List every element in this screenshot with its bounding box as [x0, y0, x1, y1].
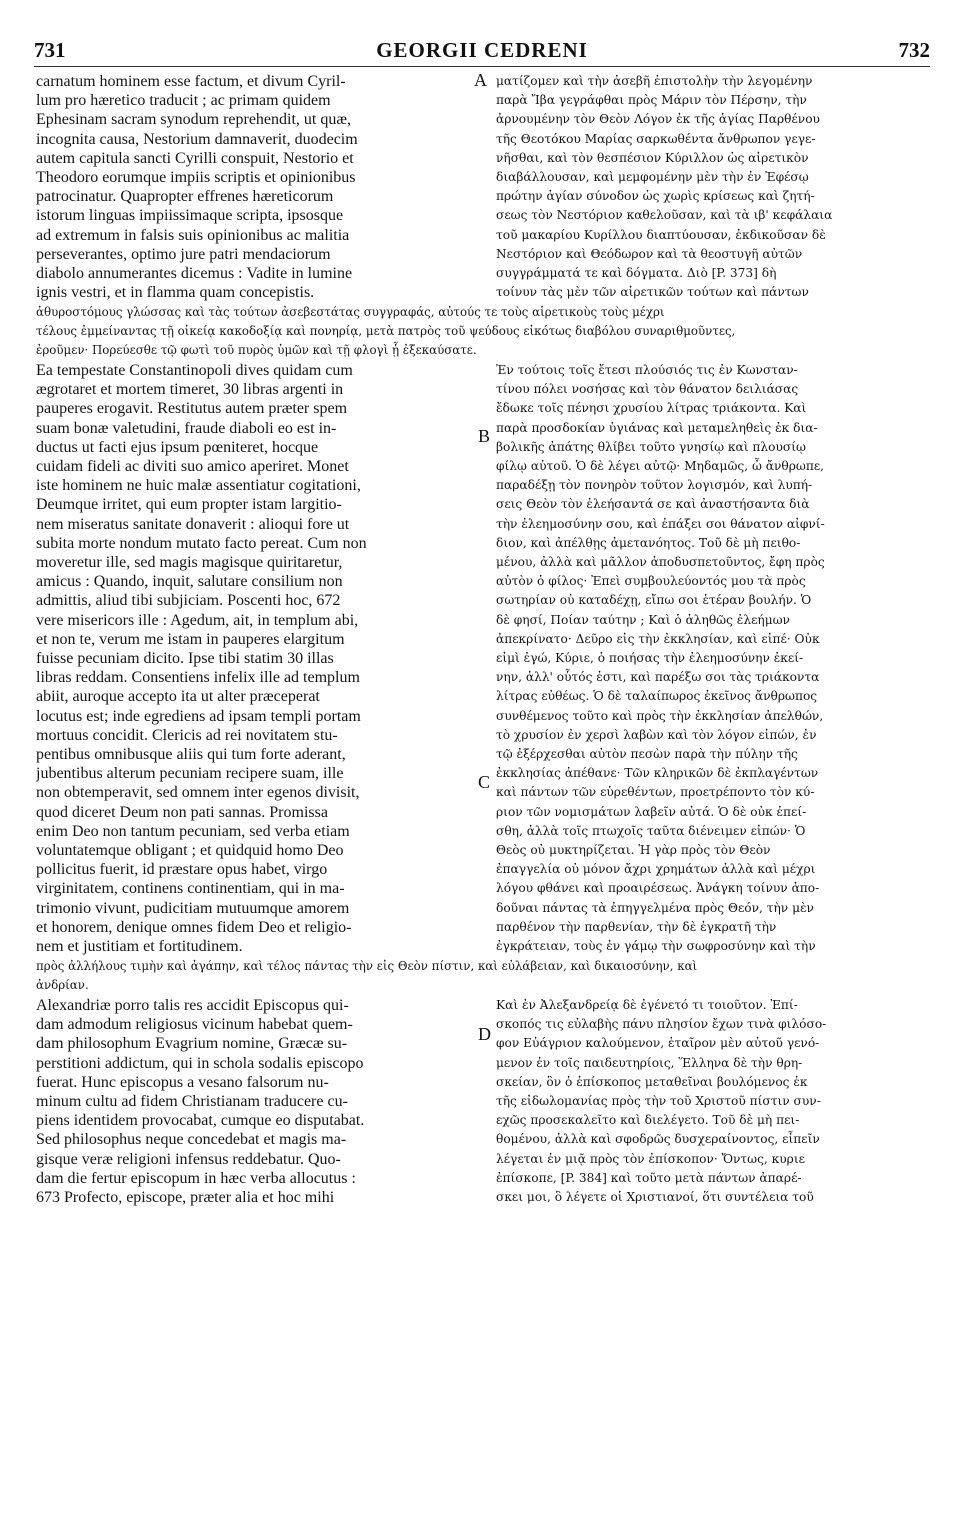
text-line: ἐκκλησίας ἀπέθανε· Τῶν κληρικῶν δὲ ἐκπλαγέντων [496, 766, 819, 781]
text-line: Ἐν τούτοις τοῖς ἔτεσι πλούσιός τις ἐν Κωνσταν- [496, 363, 798, 377]
latin-column-2 [36, 361, 468, 956]
running-header [34, 38, 930, 64]
text-line: τῷ ἐξέρχεσθαι αὐτὸν πεσὼν παρὰ τὴν πύλην τῆς [496, 747, 798, 762]
text-line: ἀθυροστόμους γλώσσας καὶ τὰς τούτων ἀσεβεστάτας συγγραφάς, αὐτούς τε τοὺς αἱρετικοὺς τοὺς μέχρι [36, 305, 665, 319]
text-line: ἀπεκρίνατο· Δεῦρο εἰς τὴν ἐκκλησίαν, καὶ εἰπέ· Οὐκ [496, 631, 820, 646]
greek-fullwidth-1 [36, 303, 932, 360]
text-line: Ephesinam sacram synodum reprehendit, ut quæ, [36, 111, 352, 129]
text-line: ἐγκράτειαν, τοὺς ἐν γάμῳ τὴν σωφροσύνην καὶ τὴν [496, 939, 816, 954]
text-line: enim Deo non tantum pecuniam, sed verba etiam [36, 822, 350, 840]
text-line: jubentibus alterum pecuniam recipere suam, ille [36, 765, 344, 783]
text-line: λέγεται ἐν μιᾷ πρὸς τὸν ἐπίσκοπον· Ὄντως, κυριε [496, 1151, 805, 1166]
text-line: παρθένον τὴν παρθενίαν, τὴν δὲ ἐγκρατῆ τὴν [496, 919, 777, 934]
text-line: ἐπίσκοπε, [P. 384] καὶ τοῦτο μετὰ πάντων ἀπαρέ- [496, 1170, 802, 1185]
text-line: θομένου, ἀλλὰ καὶ σφοδρῶς δυσχεραίνοντος, εἶπεῖν [496, 1132, 820, 1147]
text-line: ματίζομεν καὶ τὴν ἀσεβῆ ἐπιστολὴν τὴν λεγομένην [496, 74, 813, 88]
text-line: trimonio vivunt, pudicitiam mutuumque amorem [36, 899, 350, 917]
text-line: dam die fertur episcopum in hæc verba allocutus : [36, 1169, 356, 1187]
text-line: νην, ἀλλ' οὗτός ἐστι, καὶ παρέξω σοι τὰς τριάκοντα [496, 670, 820, 685]
text-line: et non te, verum me istam in pauperes elargitum [36, 630, 345, 648]
text-line: carnatum hominem esse factum, et divum Cyril- [36, 73, 346, 90]
text-line: Alexandriæ porro talis res accidit Episcopus qui- [36, 997, 349, 1014]
text-line: Νεστόριον καὶ Θεόδωρον καὶ τὰ θεοστυγῆ αὐτῶν [496, 246, 803, 261]
text-line: καὶ πάντων τῶν εὑρεθέντων, προετρέποντο τὸν κύ- [496, 785, 815, 800]
text-line: τέλους ἐμμείναντας τῇ οἰκείᾳ κακοδοξίᾳ καὶ πονηρίᾳ, μετὰ πατρὸς τοῦ ψεύδους εἰκότως διαβόλου συναριθμοῦντες, [36, 324, 736, 338]
text-line: ad extremum in falsis suis opinionibus ac malitia [36, 226, 350, 244]
text-line: διαβάλλουσαν, καὶ μεμφομένην μὲν τὴν ἐν Ἐφέσῳ [496, 170, 809, 185]
text-line: iste hominem ne huic malæ assentiatur cogitationi, [36, 477, 361, 495]
text-line: cuidam fideli ac diviti suo amico aperiret. Monet [36, 458, 349, 476]
text-line: patrocinatur. Quapropter effrenes hæreticorum [36, 188, 334, 206]
text-line: διον, καὶ ἀπέλθῃς ἀμετανόητος. Τοῦ δὲ μὴ πειθο- [496, 535, 801, 550]
text-line: συνθέμενος τοῦτο καὶ πρὸς τὴν ἐκκλησίαν ἀπελθών, [496, 708, 824, 723]
text-line: quod diceret Deum non pati sannas. Promissa [36, 803, 328, 821]
text-line: Καὶ ἐν Ἀλεξανδρείᾳ δὲ ἐγένετό τι τοιοῦτον. Ἐπί- [496, 998, 798, 1012]
latin-column-1 [36, 72, 468, 302]
text-line: fuerat. Hunc episcopus a vesano falsorum nu- [36, 1073, 329, 1091]
greek-column-1 [496, 72, 932, 302]
left-page-number: 731 [34, 38, 66, 62]
text-line: subita morte nondum mutato facto pereat. Cum non [36, 534, 367, 552]
text-line: Ea tempestate Constantinopoli dives quidam cum [36, 362, 353, 379]
text-line: δοῦναι πάντας τὰ ἐπηγγελμένα πρὸς Θεόν, τὴν μὲν [496, 900, 814, 915]
text-line: παραδέξῃ τὸν πονηρὸν τοῦτον λογισμόν, καὶ λυπή- [496, 478, 813, 493]
text-line: βολικῆς ἀπάτης θλίβει τοῦτο γνησίῳ καὶ πλουσίῳ [496, 439, 806, 454]
text-line: τῆς εἰδωλομανίας πρὸς τὴν τοῦ Χριστοῦ πίστιν συν- [496, 1094, 821, 1109]
text-line: incognita causa, Nestorium damnaverit, duodecim [36, 130, 358, 148]
text-line: admittis, aliud tibi subjiciam. Poscenti hoc, 672 [36, 592, 341, 610]
text-line: dam admodum religiosus vicinum habebat quem- [36, 1016, 353, 1034]
text-line: ριον τῶν νομισμάτων λαβεῖν αὐτά. Ὁ δὲ οὐκ ἐπεί- [496, 804, 807, 819]
text-line: σεως τὸν Νεστόριον καθελοῦσαν, καὶ τὰ ιβ' κεφάλαια [496, 208, 833, 223]
text-line: μένου, ἀλλὰ καὶ μᾶλλον ἀποδυσπετοῦντος, ἔφη πρὸς [496, 555, 825, 570]
text-line: φίλῳ αὐτοῦ. Ὁ δὲ λέγει αὐτῷ· Μηδαμῶς, ὦ ἄνθρωπε, [496, 459, 825, 474]
text-line: nem et justitiam et fortitudinem. [36, 938, 243, 956]
section-marker-c: C [478, 772, 491, 792]
text-line: 673 Profecto, episcope, præter alia et hoc mihi [36, 1189, 335, 1207]
text-line: τὴν ἐλεημοσύνην σου, καὶ ἐπάξει σοι θάνατον αἰφνί- [496, 516, 825, 531]
text-line: ἀνδρίαν. [36, 978, 89, 992]
section-marker-a: A [474, 70, 487, 90]
text-line: παρὰ προσδοκίαν ὑγιάνας καὶ μεταμεληθεὶς ἐκ δια- [496, 420, 818, 435]
text-line: Θεὸς οὐ μυκτηρίζεται. Ἡ γὰρ πρὸς τὸν Θεὸν [496, 843, 771, 858]
text-line: δὲ φησί, Ποίαν ταύτην ; Καὶ ὁ ἀληθῶς ἐλεήμων [496, 612, 790, 627]
text-line: autem capitula sancti Cyrilli conspuit, Nestorio et [36, 149, 354, 167]
text-line: φον Εὐάγριον καλούμενον, ἑταῖρον μὲν αὐτοῦ γενό- [496, 1036, 820, 1051]
text-line: αὐτὸν ὁ φίλος· Ἐπεὶ συμβουλεύοντός μου τὰ πρὸς [496, 574, 806, 589]
text-line: istorum linguas impiissimaque scripta, ipsosque [36, 207, 344, 225]
greek-column-3 [496, 996, 932, 1207]
text-line: amicus : Quando, inquit, salutare consilium non [36, 573, 343, 591]
text-line: mortuus concidit. Clericis ad rei novitatem stu- [36, 726, 338, 744]
text-line: pentibus omnibusque aliis qui tum forte aderant, [36, 746, 346, 764]
header-rule [34, 66, 930, 67]
text-line: τοίνυν τὰς μὲν τῶν αἱρετικῶν τούτων καὶ πάντων [496, 285, 809, 300]
text-line: παρὰ Ἴβα γεγράφθαι πρὸς Μάριν τὸν Πέρσην, τὴν [496, 93, 807, 108]
text-line: abiit, auroque accepto ita ut alter præceperat [36, 688, 320, 706]
text-line: εἰμὶ ἐγώ, Κύριε, ὁ ποιήσας τὴν ἐλεημοσύνην ἐκεί- [496, 651, 804, 666]
text-line: pollicitus fuerit, id præstare opus habet, virgo [36, 861, 328, 879]
text-line: ἐπαγγελία οὐ μόνον ἄχρι χρημάτων ἀλλὰ καὶ μέχρι [496, 862, 816, 877]
greek-fullwidth-2 [36, 957, 932, 995]
text-line: dam philosophum Evagrium nomine, Græcæ su- [36, 1035, 348, 1053]
text-line: suam bonæ valetudini, fraude diaboli eo est in- [36, 419, 337, 437]
text-line: et honorem, denique omnes fidem Deo et religio- [36, 918, 352, 936]
section-marker-d: D [478, 1024, 491, 1044]
text-line: σκοπός τις εὐλαβὴς πάνυ πλησίον ἔχων τινὰ φιλόσο- [496, 1017, 827, 1032]
text-line: πρώτην ἁγίαν σύνοδον ὡς χωρὶς κρίσεως καὶ ζητή- [496, 189, 815, 204]
text-line: ductus ut facti ejus ipsum pœniteret, hocque [36, 438, 319, 456]
text-line: non obtemperavit, sed omnem inter egenos divisit, [36, 784, 360, 802]
text-line: lum pro hæretico traducit ; ac primam quidem [36, 92, 331, 110]
text-line: Theodoro eorumque impiis scriptis et opinionibus [36, 169, 356, 187]
text-line: πρὸς ἀλλήλους τιμὴν καὶ ἀγάπην, καὶ τέλος πάντας τὴν εἰς Θεὸν πίστιν, καὶ εὐλάβειαν, καὶ δικαιοσύνην, καὶ [36, 959, 698, 973]
text-line: σεις Θεὸν τὸν ἐλεήσαντά σε καὶ ἀναστήσαντα διὰ [496, 497, 810, 512]
text-line: libras reddam. Consentiens infelix ille ad templum [36, 669, 360, 687]
text-line: νῆσθαι, καὶ τὸν θεσπέσιον Κύριλλον ὡς αἱρετικὸν [496, 150, 809, 165]
text-line: ἐροῦμεν· Πορεύεσθε τῷ φωτὶ τοῦ πυρὸς ὑμῶν καὶ τῇ φλογὶ ᾗ ἐξεκαύσατε. [36, 343, 477, 357]
right-page-number: 732 [898, 38, 930, 62]
text-line: ægrotaret et mortem timeret, 30 libras argenti in [36, 381, 344, 399]
text-line: τίνου πόλει νοσήσας καὶ τὸν θάνατον δειλιάσας [496, 382, 799, 397]
text-line: pauperes erogavit. Restitutus autem præter spem [36, 400, 348, 418]
text-line: τοῦ μακαρίου Κυρίλλου διαπτύουσαν, ἐκδικοῦσαν δὲ [496, 227, 826, 242]
text-line: σκείαν, ὃν ὁ ἐπίσκοπος μεταθεῖναι βουλόμενος ἐκ [496, 1074, 808, 1089]
text-line: virginitatem, continens continentiam, qui in ma- [36, 880, 345, 898]
section-marker-b: B [478, 426, 491, 446]
text-line: σθη, ἀλλὰ τοῖς πτωχοῖς ταῦτα διένειμεν εἰπών· Ὁ [496, 823, 806, 838]
text-line: moveretur ille, sed magis magisque quiritaretur, [36, 554, 343, 572]
text-line: Sed philosophus neque concedebat et magis ma- [36, 1131, 347, 1149]
text-line: locutus est; inde egrediens ad ipsam templi portam [36, 707, 361, 725]
text-line: μενον ἐν τοῖς παιδευτηρίοις, Ἕλληνα δὲ τὴν θρη- [496, 1055, 803, 1070]
text-line: diabolo annumerantes dicemus : Vadite in lumine [36, 265, 353, 283]
text-line: Deumque irritet, qui eum propter istam largitio- [36, 496, 342, 514]
text-line: voluntatemque obligant ; et quidquid homo Deo [36, 842, 344, 860]
text-line: λόγου φθάνει καὶ προαιρέσεως. Ἀνάγκη τοίνυν ἀπο- [496, 881, 820, 896]
text-line: perstitioni addictum, qui in schola sodalis episcopo [36, 1054, 364, 1072]
text-line: piens identidem provocabat, cumque eo disputabat. [36, 1112, 365, 1130]
text-line: τῆς Θεοτόκου Μαρίας σαρκωθέντα ἄνθρωπον γεγε- [496, 131, 816, 146]
text-line: vere misericors ille : Agedum, ait, in templum abi, [36, 611, 359, 629]
text-line: fuisse pecuniam dicito. Ipse tibi statim 30 illas [36, 650, 334, 668]
text-line: ignis vestri, et in flamma quam concepistis. [36, 284, 315, 302]
text-line: perseverantes, optimo jure patri mendaciorum [36, 245, 331, 263]
running-title: GEORGII CEDRENI [376, 38, 588, 62]
text-line: εχῶς προσεκαλεῖτο καὶ διελέγετο. Τοῦ δὲ μὴ πει- [496, 1113, 800, 1128]
latin-column-3 [36, 996, 468, 1207]
text-line: ἀρνουμένην τὸν Θεὸν Λόγον ἐκ τῆς ἁγίας Παρθένου [496, 112, 820, 127]
text-line: λίτρας εὐθέως. Ὁ δὲ ταλαίπωρος ἐκεῖνος ἄνθρωπος [496, 689, 818, 704]
text-line: συγγράμματά τε καὶ δόγματα. Διὸ [P. 373] δὴ [496, 266, 777, 281]
text-line: nem miseratus sanitate donaverit : alioqui fore ut [36, 515, 350, 533]
greek-column-2 [496, 361, 932, 956]
text-line: σωτηρίαν οὐ καταδέχῃ, εἴπω σοι ἑτέραν βουλήν. Ὁ [496, 593, 812, 608]
text-line: gisque veræ religioni infensus reddebatur. Quo- [36, 1150, 341, 1168]
text-line: τὸ χρυσίον ἐν χερσὶ λαβὼν καὶ τὸν λόγον εἰπών, ἐν [496, 727, 817, 742]
text-line: minum cultu ad fidem Christianam traducere cu- [36, 1093, 348, 1111]
text-line: σκει μοι, ὃ λέγετε οἱ Χριστιανοί, ὅτι συντέλεια τοῦ [496, 1190, 814, 1205]
text-line: ἔδωκε τοῖς πένησι χρυσίου λίτρας τριάκοντα. Καὶ [496, 401, 807, 416]
